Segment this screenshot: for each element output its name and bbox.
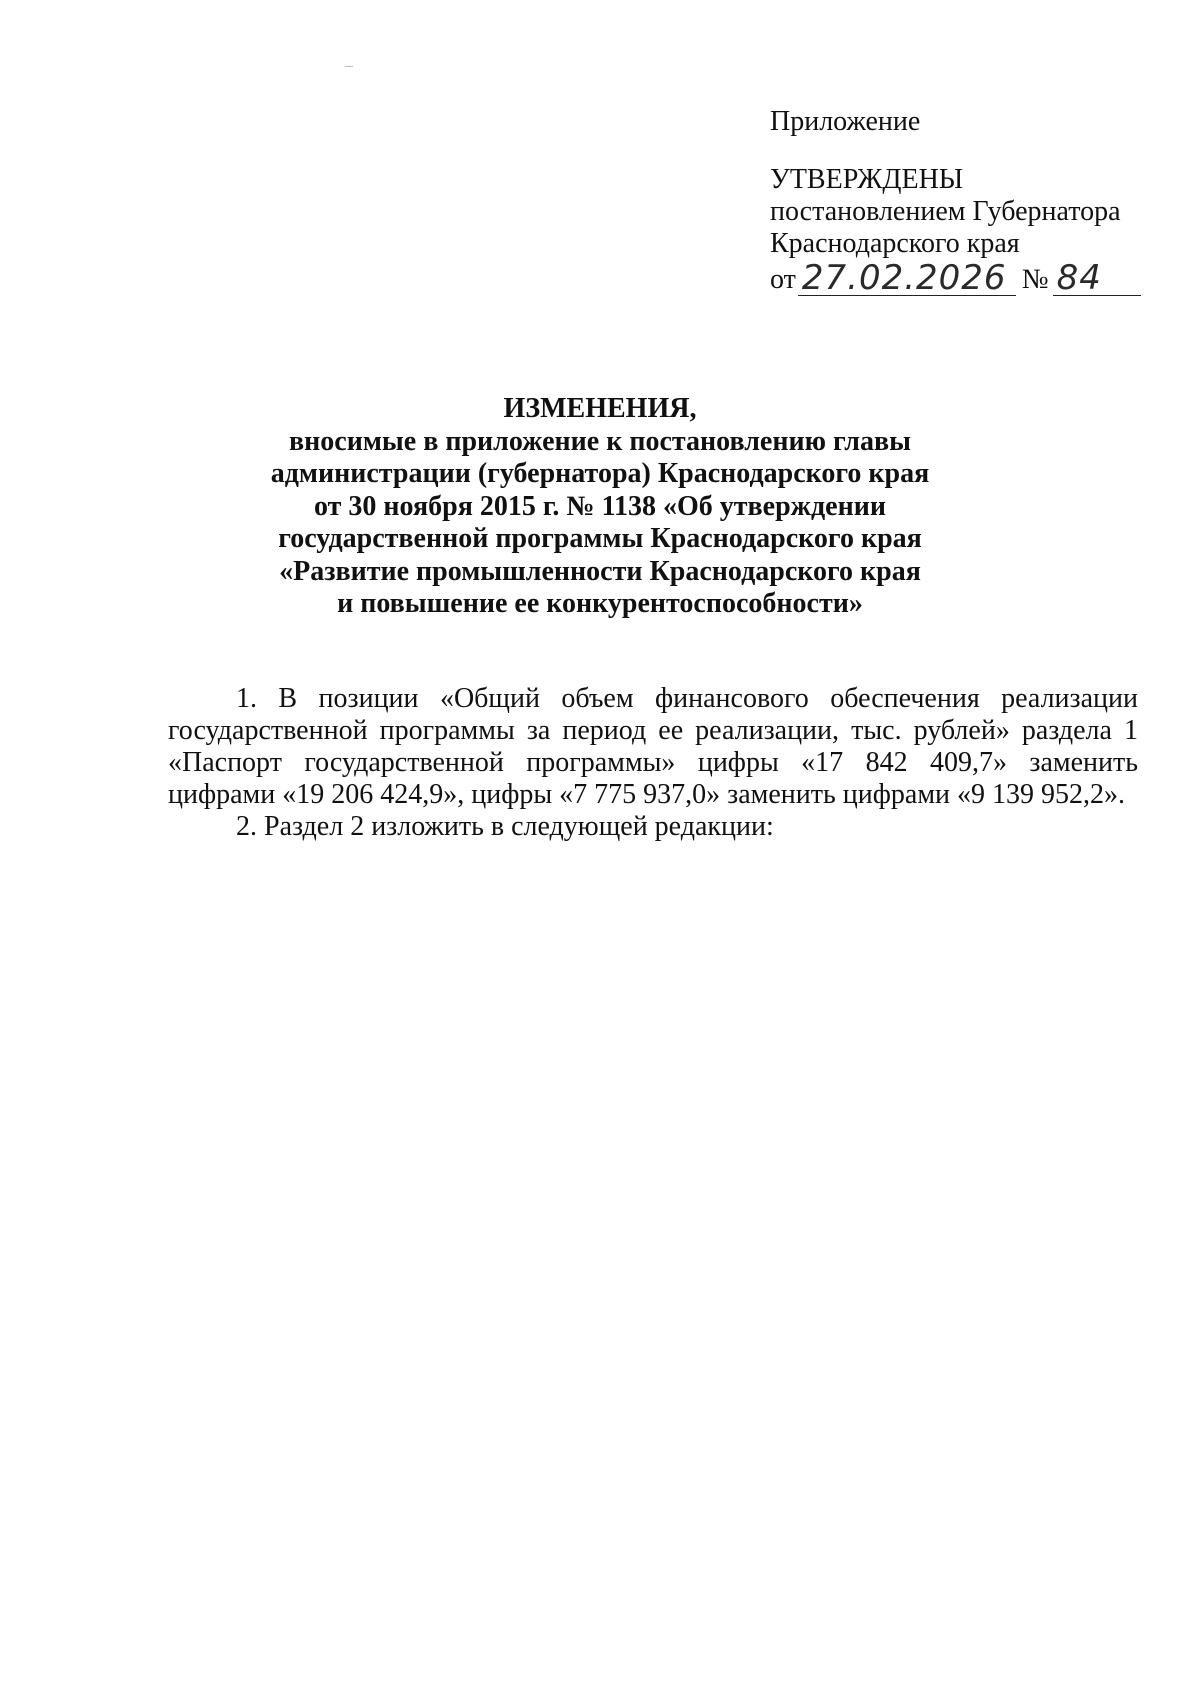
region-label: Краснодарского края [770, 228, 1020, 259]
title-line: и повышение ее конкурентоспособности» [337, 588, 863, 619]
title-line: «Развитие промышленности Краснодарского края [279, 555, 921, 587]
appendix-label: Приложение [770, 106, 921, 137]
approved-label: УТВЕРЖДЕНЫ [770, 164, 964, 195]
title-line: администрации (губернатора) Краснодарского края [270, 458, 930, 489]
paragraph-2: 2. Раздел 2 изложить в следующей редакции: [236, 811, 774, 842]
decree-by-label: постановлением Губернатора [770, 196, 1121, 227]
title-heading: ИЗМЕНЕНИЯ, [503, 393, 697, 424]
scan-artifact [345, 66, 353, 67]
document-title [150, 393, 1050, 621]
from-label: от [770, 264, 796, 295]
number-label: № [1021, 264, 1049, 295]
approval-block [770, 106, 1150, 296]
handwritten-number: 84 [1053, 261, 1141, 296]
date-number-line [770, 260, 1150, 296]
title-line: вносимые в приложение к постановлению главы [289, 425, 911, 457]
title-line: государственной программы Краснодарского края [278, 523, 922, 554]
document-body [168, 683, 1138, 843]
title-line: от 30 ноября 2015 г. № 1138 «Об утверждении [314, 490, 886, 522]
handwritten-date: 27.02.2026 [798, 261, 1016, 296]
paragraph-1: 1. В позиции «Общий объем финансового обеспечения реализации государственной программы за период ее реализации, тыс. рублей» раздела 1 «Паспорт государственной программы» цифры «17 842 409,7» заменить цифрами «19 206 424,9», цифры «7 775 937,0» заменить цифрами «9 139 952,2». [168, 683, 1138, 810]
